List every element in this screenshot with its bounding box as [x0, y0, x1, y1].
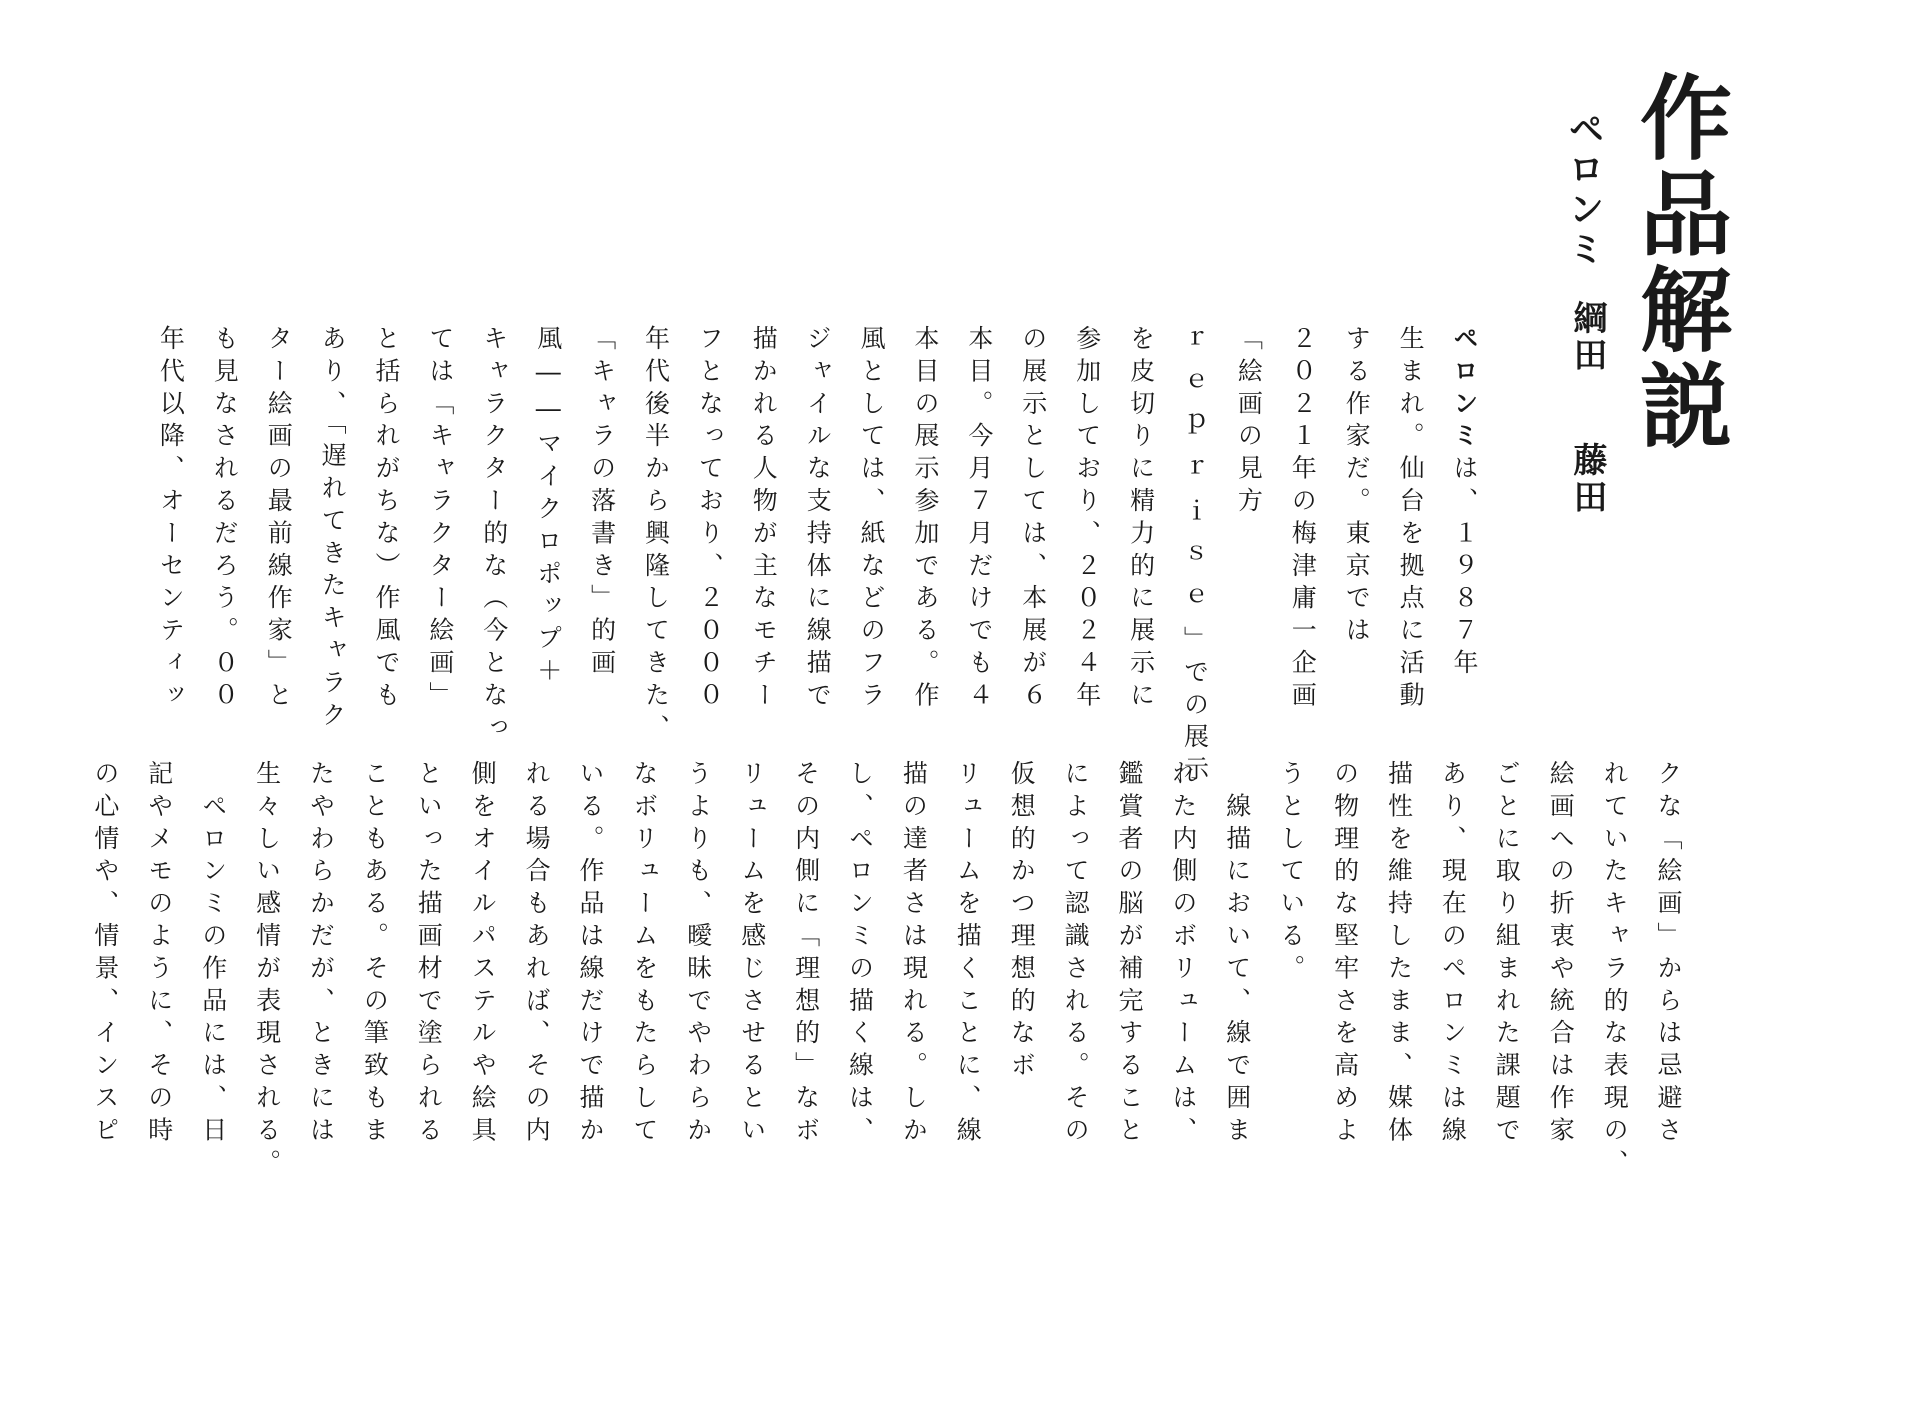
column-text: といった描画材で塗られる — [414, 760, 444, 1149]
text-column — [1061, 760, 1091, 1149]
column-text: 記やメモのように、その時 — [144, 760, 174, 1149]
text-column — [913, 325, 938, 714]
lead-artist-name: ペロンミ — [1450, 325, 1479, 455]
column-text: 年代後半から興隆してきた、 — [641, 325, 671, 747]
column-text: なボリュームをもたらして — [629, 760, 659, 1149]
column-text: 仮想的かつ理想的なボ — [1007, 760, 1037, 1084]
text-column — [1546, 760, 1576, 1149]
column-text: ２０２１年の梅津庸一企画 — [1288, 325, 1318, 714]
text-column — [144, 760, 174, 1149]
column-text: たやわらかだが、ときには — [306, 760, 336, 1149]
text-column — [587, 325, 617, 682]
author-name: 綱田 — [1567, 300, 1607, 374]
text-column — [964, 325, 994, 714]
text-column — [360, 760, 390, 1149]
column-text: 本目の展示参加である。作 — [911, 325, 940, 714]
text-column — [803, 325, 833, 714]
text-column — [641, 325, 671, 747]
column-text: 年代以降、オーセンティッ — [156, 325, 186, 714]
column-text: リュームを感じさせるとい — [737, 760, 767, 1149]
text-column — [1072, 325, 1102, 714]
column-text: ペロンミの作品には、日 — [198, 760, 228, 1149]
author-byline — [1567, 300, 1607, 516]
column-text: 線描において、線で囲ま — [1222, 760, 1252, 1149]
column-text: も見なされるだろう。００ — [210, 325, 240, 714]
column-text: 風――マイクロポップ＋ — [533, 325, 563, 690]
text-column — [1452, 325, 1477, 681]
column-text: れていたキャラ的な表現の、 — [1600, 760, 1630, 1182]
column-text: の物理的な堅牢さを高めよ — [1330, 760, 1360, 1149]
text-column — [1234, 325, 1264, 520]
text-column — [1396, 325, 1426, 714]
text-column — [468, 760, 498, 1149]
text-column — [845, 760, 875, 1149]
column-text: ては「キャラクター絵画」 — [425, 325, 455, 714]
column-text: する作家だ。東京では — [1342, 325, 1372, 649]
text-column — [1288, 325, 1318, 714]
text-column — [1330, 760, 1360, 1149]
column-text: 生まれ。仙台を拠点に活動 — [1396, 325, 1426, 714]
column-text: 描の達者さは現れる。しか — [899, 760, 929, 1149]
column-text: れる場合もあれば、その内 — [522, 760, 552, 1149]
text-column — [1117, 760, 1142, 1149]
text-column — [425, 325, 455, 714]
column-text: と括られがちな）作風でも — [372, 325, 401, 714]
column-text: し、ペロンミの描く線は、 — [845, 760, 875, 1149]
text-column — [791, 760, 821, 1149]
text-column — [318, 325, 348, 734]
column-text: その内側に「理想的」なボ — [791, 760, 821, 1149]
text-column — [749, 325, 779, 714]
column-text: 「絵画の見方 — [1234, 325, 1264, 520]
page-title: 作品解説 — [1625, 70, 1732, 454]
column-text: 描かれる人物が主なモチー — [749, 325, 779, 714]
text-column — [1222, 760, 1252, 1149]
column-text: ジャイルな支持体に線描で — [803, 325, 833, 714]
column-text: あり、現在のペロンミは線 — [1438, 760, 1468, 1149]
column-text: ｒｅｐｒｉｓｅ」での展示 — [1180, 325, 1210, 788]
column-text: あり、「遅れてきたキャラク — [318, 325, 348, 734]
column-text: 絵画への折衷や統合は作家 — [1546, 760, 1576, 1149]
text-column — [695, 325, 725, 714]
text-column — [306, 760, 336, 1149]
column-text: 参加しており、２０２４年 — [1072, 325, 1102, 714]
column-text: ごとに取り組まれた課題で — [1492, 760, 1522, 1149]
column-text: 鑑賞者の脳が補完すること — [1115, 760, 1144, 1149]
text-column — [1276, 760, 1306, 987]
text-column — [90, 760, 120, 1149]
text-column — [1126, 325, 1156, 714]
text-column — [252, 760, 282, 1182]
text-column — [414, 760, 444, 1149]
column-text: クな「絵画」からは忌避さ — [1654, 760, 1683, 1149]
column-text: を皮切りに精力的に展示に — [1126, 325, 1156, 714]
author-name: 藤田 — [1567, 442, 1607, 516]
text-column — [857, 325, 887, 714]
column-text: 生々しい感情が表現される。 — [252, 760, 282, 1182]
column-text: 風としては、紙などのフラ — [857, 325, 887, 714]
text-column — [1007, 760, 1037, 1084]
column-text: フとなっており、２０００ — [695, 325, 725, 714]
text-column — [1018, 325, 1048, 714]
column-text: れた内側のボリュームは、 — [1168, 760, 1198, 1149]
text-column — [479, 325, 509, 747]
text-column — [1656, 760, 1681, 1149]
column-text: は、１９８７年 — [1450, 454, 1479, 682]
text-column — [1342, 325, 1372, 649]
column-text: いる。作品は線だけで描か — [576, 760, 605, 1149]
column-text: こともある。その筆致もま — [360, 760, 390, 1149]
column-text: の展示としては、本展が６ — [1018, 325, 1048, 714]
text-column — [374, 325, 399, 714]
text-column — [1438, 760, 1468, 1149]
text-column — [198, 760, 228, 1149]
column-text: の心情や、情景、インスピ — [90, 760, 120, 1149]
column-text: うよりも、曖昧でやわらか — [683, 760, 713, 1149]
column-text: リュームを描くことに、線 — [953, 760, 983, 1149]
text-column — [533, 325, 563, 690]
column-text: 描性を維持したまま、媒体 — [1384, 760, 1414, 1149]
column-text: 「キャラの落書き」的画 — [587, 325, 617, 682]
text-column — [522, 760, 552, 1149]
column-text: ター絵画の最前線作家」と — [264, 325, 294, 714]
text-column — [1600, 760, 1630, 1182]
column-text: うとしている。 — [1276, 760, 1306, 987]
text-column — [1168, 760, 1198, 1149]
column-text: 側をオイルパステルや絵具 — [468, 760, 498, 1149]
column-text: 本目。今月７月だけでも４ — [964, 325, 994, 714]
text-column — [1492, 760, 1522, 1149]
artist-name-heading: ペロンミ — [1563, 110, 1604, 270]
text-column — [953, 760, 983, 1149]
text-column — [737, 760, 767, 1149]
text-column — [629, 760, 659, 1149]
text-column — [264, 325, 294, 714]
text-column — [578, 760, 603, 1149]
text-column — [683, 760, 713, 1149]
column-text: キャラクター的な（今となっ — [479, 325, 509, 747]
text-column — [210, 325, 240, 714]
text-column — [156, 325, 186, 714]
text-column — [1180, 325, 1210, 788]
text-column — [899, 760, 929, 1149]
text-column — [1384, 760, 1414, 1149]
column-text: によって認識される。その — [1061, 760, 1091, 1149]
